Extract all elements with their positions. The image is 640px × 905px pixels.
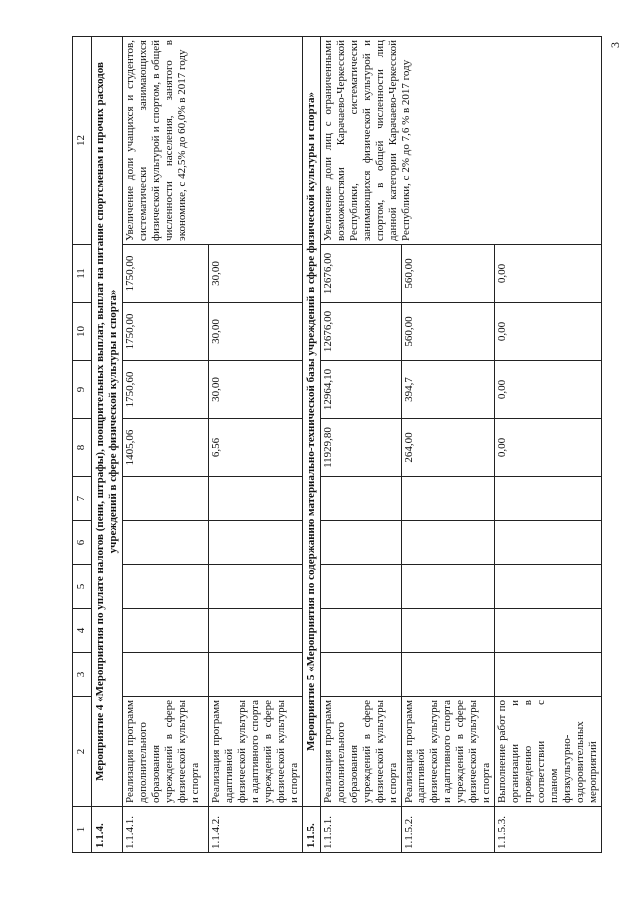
section-title: Мероприятие 4 «Мероприятия по уплате налогов (пени, штрафы), поощрительных выплат, выплат на питание спортсменам и прочих расходов учреждений в сфере физической культуры и спорта» xyxy=(92,37,123,807)
column-number: 9 xyxy=(73,361,92,419)
row-value-c5 xyxy=(401,565,495,609)
row-value-c6 xyxy=(320,521,401,565)
column-number: 2 xyxy=(73,697,92,807)
row-value-c3 xyxy=(122,653,208,697)
row-value-c11: 0,00 xyxy=(495,245,602,303)
column-number: 12 xyxy=(73,37,92,245)
row-name: Выполнение работ по организации и проведению в соответствии с планом физкультурно-оздоровительных мероприятий xyxy=(495,697,602,807)
section-title: Мероприятие 5 «Мероприятия по содержанию материально-технической базы учреждений в сфере физической культуры и спорта» xyxy=(302,37,320,807)
row-value-c9: 0,00 xyxy=(495,361,602,419)
row-value-c3 xyxy=(320,653,401,697)
row-value-c3 xyxy=(495,653,602,697)
section-id: 1.1.4. xyxy=(92,807,123,853)
rotated-page xyxy=(72,37,600,853)
row-value-c4 xyxy=(320,609,401,653)
row-value-c10: 0,00 xyxy=(495,303,602,361)
row-value-c6 xyxy=(495,521,602,565)
row-value-c7 xyxy=(495,477,602,521)
column-number: 1 xyxy=(73,807,92,853)
row-id: 1.1.5.1. xyxy=(320,807,401,853)
row-result: Увеличение доли лиц с ограниченными возможностями Карачаево-Черкесской Республики, систематически занимающихся физической культурой и спортом, в общей численности лиц данной категории Карачаево-Черкесской Республики, с 2% до 7,6 % в 2017 году xyxy=(320,37,601,245)
row-value-c8: 1405,06 xyxy=(122,419,208,477)
column-number: 7 xyxy=(73,477,92,521)
row-value-c4 xyxy=(208,609,302,653)
row-value-c5 xyxy=(495,565,602,609)
row-value-c11: 30,00 xyxy=(208,245,302,303)
column-number: 8 xyxy=(73,419,92,477)
row-value-c11: 1750,00 xyxy=(122,245,208,303)
row-value-c8: 0,00 xyxy=(495,419,602,477)
row-id: 1.1.5.2. xyxy=(401,807,495,853)
row-value-c5 xyxy=(122,565,208,609)
column-number: 10 xyxy=(73,303,92,361)
row-value-c4 xyxy=(122,609,208,653)
row-name: Реализация программ адаптивной физической культуры и адаптивного спорта учреждений в сфере физической культуры и спорта xyxy=(401,697,495,807)
section-id: 1.1.5. xyxy=(302,807,320,853)
row-value-c10: 560,00 xyxy=(401,303,495,361)
row-value-c5 xyxy=(208,565,302,609)
row-result: Увеличение доли учащихся и студентов, систематически занимающихся физической культурой и спортом, в общей численности населения, занятого в экономике, с 42,5% до 60,0% в 2017 году xyxy=(122,37,302,245)
column-number: 4 xyxy=(73,609,92,653)
table-row xyxy=(122,37,208,853)
row-value-c11: 12676,00 xyxy=(320,245,401,303)
row-id: 1.1.4.1. xyxy=(122,807,208,853)
row-value-c3 xyxy=(401,653,495,697)
column-number: 11 xyxy=(73,245,92,303)
row-value-c10: 30,00 xyxy=(208,303,302,361)
row-value-c4 xyxy=(495,609,602,653)
row-name: Реализация программ дополнительного образования учреждений в сфере физической культуры и спорта xyxy=(320,697,401,807)
row-value-c3 xyxy=(208,653,302,697)
column-number-row xyxy=(73,37,92,853)
row-value-c11: 560,00 xyxy=(401,245,495,303)
row-value-c7 xyxy=(401,477,495,521)
page-number: 3 xyxy=(608,42,622,48)
row-value-c9: 30,00 xyxy=(208,361,302,419)
row-value-c6 xyxy=(122,521,208,565)
row-value-c6 xyxy=(401,521,495,565)
section-row xyxy=(92,37,123,853)
column-number: 5 xyxy=(73,565,92,609)
row-value-c8: 264,00 xyxy=(401,419,495,477)
column-number: 6 xyxy=(73,521,92,565)
row-value-c8: 6,56 xyxy=(208,419,302,477)
row-value-c8: 11929,80 xyxy=(320,419,401,477)
row-value-c6 xyxy=(208,521,302,565)
column-number: 3 xyxy=(73,653,92,697)
row-value-c10: 12676,00 xyxy=(320,303,401,361)
table-row xyxy=(320,37,401,853)
row-value-c7 xyxy=(122,477,208,521)
section-row xyxy=(302,37,320,853)
row-value-c9: 394,7 xyxy=(401,361,495,419)
row-name: Реализация программ адаптивной физической культуры и адаптивного спорта учреждений в сфере физической культуры и спорта xyxy=(208,697,302,807)
row-value-c5 xyxy=(320,565,401,609)
row-id: 1.1.5.3. xyxy=(495,807,602,853)
row-name: Реализация программ дополнительного образования учреждений в сфере физической культуры и спорта xyxy=(122,697,208,807)
row-value-c7 xyxy=(320,477,401,521)
row-value-c9: 12964,10 xyxy=(320,361,401,419)
row-id: 1.1.4.2. xyxy=(208,807,302,853)
row-value-c7 xyxy=(208,477,302,521)
row-value-c9: 1750,60 xyxy=(122,361,208,419)
row-value-c4 xyxy=(401,609,495,653)
plan-table xyxy=(72,36,602,853)
row-value-c10: 1750,00 xyxy=(122,303,208,361)
